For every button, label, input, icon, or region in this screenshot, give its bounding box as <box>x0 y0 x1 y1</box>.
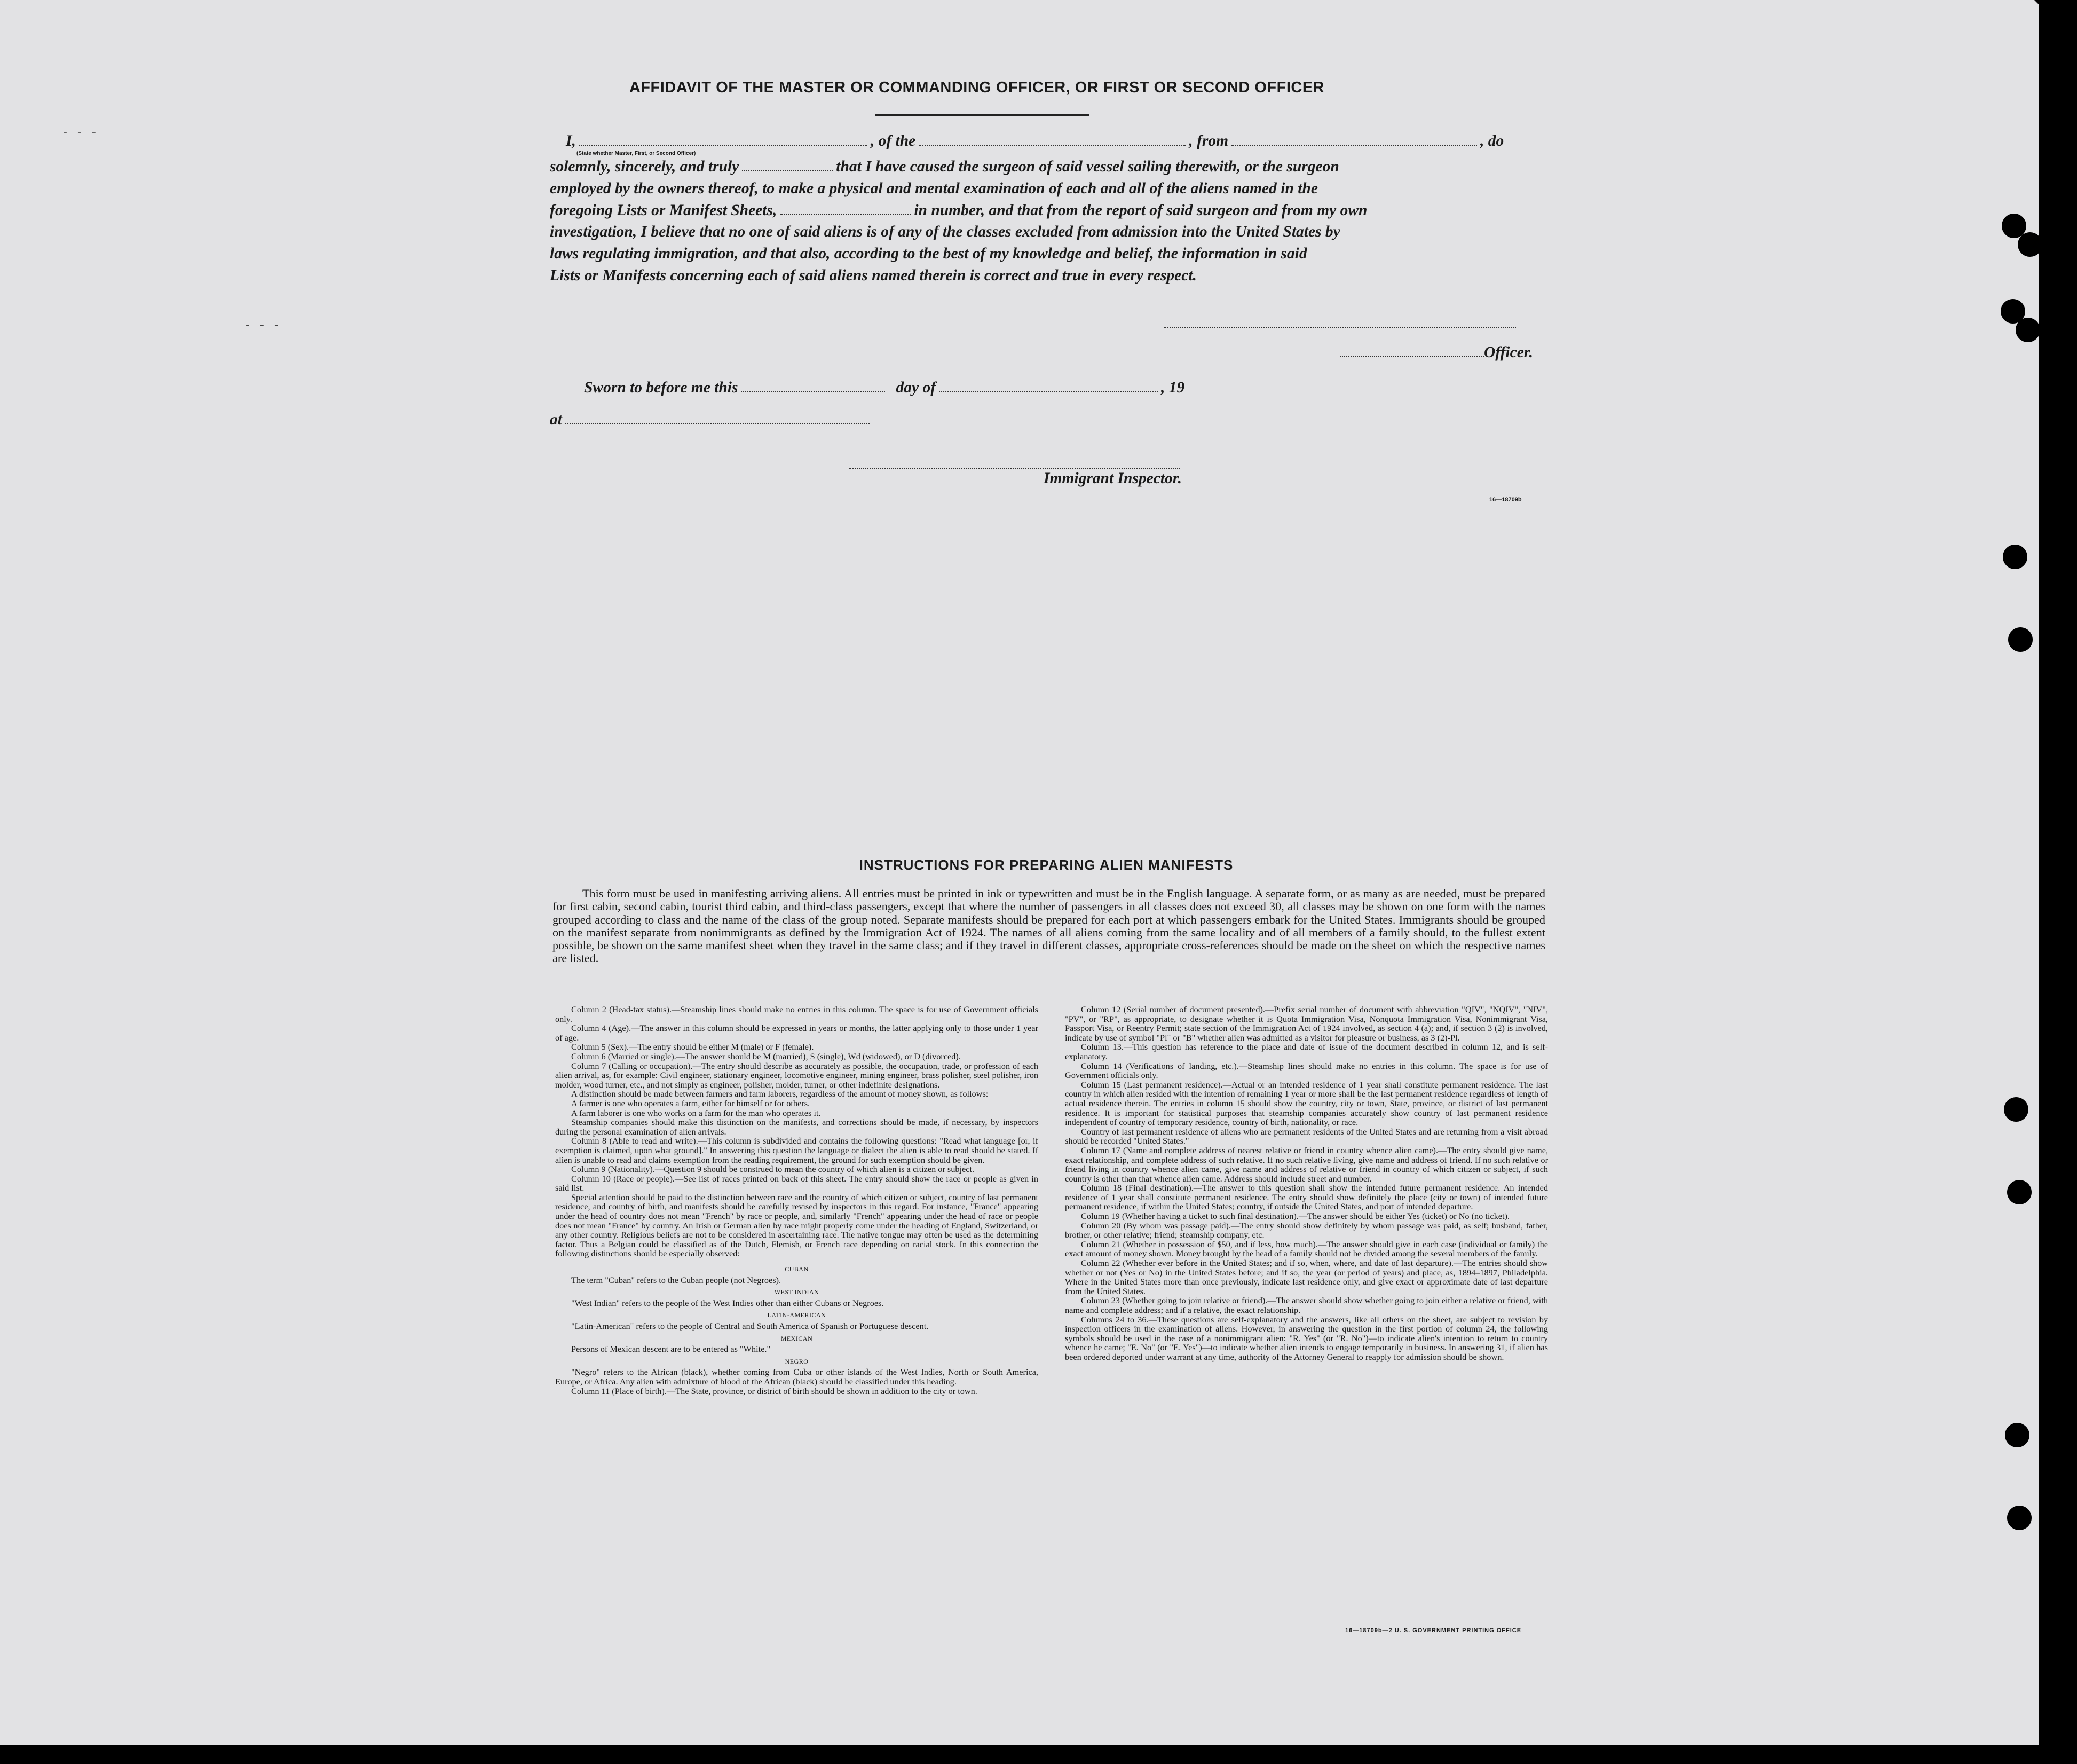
inspector-label: Immigrant Inspector. <box>1044 470 1182 487</box>
of-the-label: , of the <box>870 132 916 149</box>
instruction-paragraph: A distinction should be made between farmers and farm laborers, regardless of the amount of money shown, as follows: <box>571 1089 989 1099</box>
punch-hole <box>2007 1180 2032 1204</box>
instruction-paragraph: A farm laborer is one who works on a farm for the man who operates it. <box>571 1107 821 1118</box>
instruction-paragraph: Column 15 (Last permanent residence).—Actual or an intended residence of 1 year shall constitute permanent residence. The last country in which alien resided with the intention of remaining 1 year or more shall be the last permanent residence regardless of length of actual residence therein. The entries in column 15 should show the country, city or town, State, province, or district of last permanent residence. It is important for statistical purposes that steamship companies accurately show country of last permanent residence independent of country of temporary residence, country of birth, nationality, or race. <box>1065 1079 1548 1128</box>
west-indian-heading: WEST INDIAN <box>774 1288 819 1296</box>
instruction-paragraph: Column 20 (By whom was passage paid).—The entry should show definitely by whom passage was paid, as self; husband, father, brother, or other relative; friend; steamship company, etc. <box>1065 1220 1548 1240</box>
place-blank[interactable] <box>565 413 870 424</box>
pencil-mark: - - - <box>246 318 282 332</box>
instructions-intro: This form must be used in manifesting arriving aliens. All entries must be printed in ink or typewritten and must be in the English language. A separate form, or as many as are needed, must be prepared for first cabin, second cabin, tourist third cabin, and third-class passengers, except that where the number of passengers in all classes does not exceed 30, all classes may be shown on one form with the names grouped according to class and the name of the class of the group noted. Separate manifests should be prepared for each port at which passengers embark for the United States. Immigrants should be grouped on the manifest separate from nonimmigrants as defined by the Immigration Act of 1924. The names of all aliens coming from the same locality and of all members of a family should, to the fullest extent possible, be shown on the same manifest sheet when they travel in the same class; and if they travel in different classes, appropriate cross-references should be made on the sheet on which the respective names are listed. <box>552 887 1545 965</box>
line2-a: solemnly, sincerely, and truly <box>550 158 739 175</box>
officer-rank-blank[interactable] <box>579 134 867 146</box>
at-label: at <box>550 411 562 428</box>
line2-b: that I have caused the surgeon of said vessel sailing therewith, or the surgeon <box>836 158 1339 175</box>
folded-corner <box>2034 0 2077 43</box>
affidavit-title: AFFIDAVIT OF THE MASTER OR COMMANDING OFFICER, OR FIRST OR SECOND OFFICER <box>629 79 1325 96</box>
affidavit-line-2 <box>550 158 1543 175</box>
at-row <box>550 411 1543 428</box>
pencil-mark: - - - <box>63 126 99 139</box>
instruction-paragraph: Country of last permanent residence of aliens who are permanent residents of the United States and are returning from a visit abroad should be recorded "United States." <box>1065 1126 1548 1146</box>
cuban-text: The term "Cuban" refers to the Cuban people (not Negroes). <box>571 1274 781 1285</box>
instruction-paragraph: Column 17 (Name and complete address of nearest relative or friend in country whence alien came).—The entry should give name, exact relationship, and complete address of such relative. If no such relative living, give name and address of friend. If no such relative or friend living in country whence alien came, give name and address of relative or friend in country of which citizen or subject, if such country is other than that whence alien came. Address should include street and number. <box>1065 1145 1548 1184</box>
instruction-paragraph: Column 5 (Sex).—The entry should be either M (male) or F (female). <box>571 1042 814 1052</box>
from-label: , from <box>1189 132 1229 149</box>
sworn-row <box>550 379 1543 396</box>
instruction-paragraph: Column 7 (Calling or occupation).—The entry should describe as accurately as possible, the occupation, trade, or profession of each alien arrival, as, for example: Civil engineer, stationary engineer, locomotive engineer, mining engineer, brass polisher, steel polisher, iron molder, wood turner, etc., and not simply as engineer, polisher, molder, turner, or other indefinite designations. <box>555 1060 1038 1090</box>
printing-office-imprint: 16—18709b—2 U. S. GOVERNMENT PRINTING OFFICE <box>1345 1627 1522 1634</box>
instruction-paragraph: Column 4 (Age).—The answer in this column should be expressed in years or months, the latter applying only to those under 1 year of age. <box>555 1023 1038 1043</box>
form-number: 16—18709b <box>1489 497 1522 503</box>
latin-american-heading: LATIN-AMERICAN <box>767 1311 826 1319</box>
officer-title-blank[interactable] <box>1340 345 1484 357</box>
instruction-paragraph: Column 8 (Able to read and write).—This column is subdivided and contains the following questions: "Read what language [or, if exemption is claimed, upon what ground]." In answering this question the language or dialect the alien is able to read should be stated. If alien is unable to read and claims exemption from the reading requirement, the ground for such exemption should be given. <box>555 1136 1038 1165</box>
instruction-paragraph: Column 12 (Serial number of document presented).—Prefix serial number of document with abbreviation "QIV", "NQIV", "NIV", "PV", or "RP", as appropriate, to designate whether it is Quota Immigration Visa, Nonquota Immigration Visa, Nonimmigrant Visa, Passport Visa, or Reentry Permit; state section of the Immigration Act of 1924 involved, as section 4 (a); and, if section 3 (2) is involved, indicate by use of symbol "Pl" or "B" whether alien was admitted as a visitor for pleasure or business, as 3 (2)-Pl. <box>1065 1004 1548 1043</box>
swear-affirm-blank[interactable] <box>742 160 833 171</box>
instructions-title: INSTRUCTIONS FOR PREPARING ALIEN MANIFESTS <box>859 857 1234 873</box>
affidavit-line-1 <box>550 132 1543 149</box>
officer-signature-row <box>1340 344 1553 361</box>
latin-american-text: "Latin-American" refers to the people of Central and South America of Spanish or Portuguese descent. <box>571 1321 929 1331</box>
title-rule <box>875 114 1089 116</box>
instruction-paragraph: Columns 24 to 36.—These questions are self-explanatory and the answers, like all others on the sheet, are subject to revision by inspection officers in the examination of aliens. However, in answering the question in the first portion of column 24, the following symbols should be used in the case of a nonimmigrant alien: "R. Yes" (or "R. No")—to indicate alien's intention to return to country whence he came; "E. No" (or "E. Yes")—to indicate whether alien intends to engage temporarily in business. In answering 31, if alien has been ordered deported under warrant at any time, authority of the Attorney General to reapply for admission should be shown. <box>1065 1314 1548 1362</box>
affidavit-line-5: investigation, I believe that no one of said aliens is of any of the classes excluded from admission into the United States by <box>550 223 1340 240</box>
instruction-paragraph: A farmer is one who operates a farm, either for himself or for others. <box>571 1098 810 1108</box>
instruction-paragraph: Column 21 (Whether in possession of $50, and if less, how much).—The answer should give in each case (individual or family) the exact amount of money shown. Money brought by the head of a family should not be divided among the several members of the family. <box>1065 1239 1548 1259</box>
port-from-blank[interactable] <box>1231 134 1477 146</box>
signature-line[interactable] <box>1164 327 1516 328</box>
affidavit-line-4 <box>550 202 1543 219</box>
instruction-paragraph: Column 22 (Whether ever before in the United States; and if so, when, where, and date of last departure).—The entries should show whether or not (Yes or No) in the United States before; and if so, the year (or period of years) and place, as, 1894–1897, Philadelphia. Where in the United States more than once previously, indicate last residence only, and give exact or approximate date of last departure from the United States. <box>1065 1258 1548 1296</box>
punch-hole <box>2003 545 2027 569</box>
cuban-heading: CUBAN <box>785 1265 809 1273</box>
number-of-sheets-blank[interactable] <box>780 203 911 215</box>
affidavit-line-7: Lists or Manifests concerning each of said aliens named therein is correct and true in every respect. <box>550 267 1197 284</box>
instruction-paragraph: Steamship companies should make this distinction on the manifests, and corrections should be made, if necessary, by inspectors during the personal examination of alien arrivals. <box>555 1117 1038 1137</box>
instruction-paragraph: Column 23 (Whether going to join relative or friend).—The answer should show whether going to join either a relative or friend, with name and complete address; and if a relative, the exact relationship. <box>1065 1295 1548 1315</box>
instruction-paragraph: Column 6 (Married or single).—The answer should be M (married), S (single), Wd (widowed), or D (divorced). <box>571 1051 961 1061</box>
do-label: , do <box>1480 132 1504 149</box>
sworn-day-blank[interactable] <box>741 381 885 392</box>
mexican-heading: MEXICAN <box>780 1334 813 1342</box>
instruction-paragraph: Column 10 (Race or people).—See list of races printed on back of this sheet. The entry should show the race or people as given in said list. <box>555 1173 1038 1193</box>
year-label: , 19 <box>1161 379 1185 396</box>
punch-hole <box>2018 232 2042 257</box>
i-label: I, <box>566 132 576 149</box>
sworn-label: Sworn to before me this <box>584 379 738 396</box>
column-11-text: Column 11 (Place of birth).—The State, province, or district of birth should be shown in addition to the city or town. <box>571 1385 977 1396</box>
instruction-paragraph: Column 2 (Head-tax status).—Steamship lines should make no entries in this column. The space is for use of Government officials only. <box>555 1004 1038 1024</box>
mexican-text: Persons of Mexican descent are to be entered as "White." <box>571 1344 771 1354</box>
instructions-right-column <box>1065 1005 1548 1362</box>
instructions-left-column <box>555 1005 1038 1396</box>
day-of-label: day of <box>896 379 936 396</box>
sworn-month-blank[interactable] <box>939 381 1158 392</box>
instruction-paragraph: Column 18 (Final destination).—The answer to this question shall show the intended future permanent residence. An intended residence of 1 year shall constitute permanent residence. The entry should show definitely the place (city or town) of intended future permanent residence, if within the United States; country, if outside the United States, and port of intended departure. <box>1065 1183 1548 1212</box>
punch-hole <box>2005 1423 2029 1447</box>
officer-label: Officer. <box>1484 344 1534 361</box>
line4-a: foregoing Lists or Manifest Sheets, <box>550 202 777 219</box>
punch-hole <box>2016 318 2040 342</box>
punch-hole <box>2008 627 2033 652</box>
negro-text: "Negro" refers to the African (black), whether coming from Cuba or other islands of the West Indies, North or South America, Europe, or Africa. Any alien with admixture of blood of the African (black) should be classified under this heading. <box>555 1367 1038 1387</box>
west-indian-text: "West Indian" refers to the people of the West Indies other than either Cubans or Negroes. <box>571 1297 884 1308</box>
instruction-paragraph: Column 14 (Verifications of landing, etc.).—Steamship lines should make no entries in this column. The space is for use of Government officials only. <box>1065 1060 1548 1081</box>
affidavit-line-3: employed by the owners thereof, to make a physical and mental examination of each and all of the aliens named in the <box>550 180 1318 197</box>
punch-hole <box>2007 1506 2032 1530</box>
vessel-name-blank[interactable] <box>919 134 1186 146</box>
punch-hole <box>2004 1097 2028 1122</box>
line4-b: in number, and that from the report of said surgeon and from my own <box>914 202 1368 219</box>
instruction-paragraph: Column 9 (Nationality).—Question 9 should be construed to mean the country of which alien is a citizen or subject. <box>571 1164 975 1175</box>
state-note: (State whether Master, First, or Second Officer) <box>576 151 696 156</box>
affidavit-line-6: laws regulating immigration, and that also, according to the best of my knowledge and belief, the information in said <box>550 245 1307 262</box>
instruction-paragraph: Column 19 (Whether having a ticket to such final destination).—The answer should be either Yes (ticket) or No (no ticket). <box>1081 1211 1510 1222</box>
instruction-paragraph: Special attention should be paid to the distinction between race and the country of which citizen or subject, country of last permanent residence, and country of birth, and manifests should be carefully revised by inspectors in this regard. For instance, "France" appearing under the head of country does not mean "French" by race or people, and, similarly "French" appearing under the head of race or people does not mean "France" by country. An Irish or German alien by race might properly come under the heading of England, Switzerland, or any other country. Religious beliefs are not to be considered in ascertaining race. The native tongue may often be used as the determining factor. Thus a Belgian could be classified as of the Dutch, Flemish, or French race depending on racial stock. In this connection the following distinctions should be especially observed: <box>555 1192 1038 1259</box>
negro-heading: NEGRO <box>785 1357 809 1365</box>
inspector-signature-line[interactable] <box>849 468 1180 469</box>
instruction-paragraph: Column 13.—This question has reference to the place and date of issue of the document described in column 12, and is self-explanatory. <box>1065 1042 1548 1061</box>
